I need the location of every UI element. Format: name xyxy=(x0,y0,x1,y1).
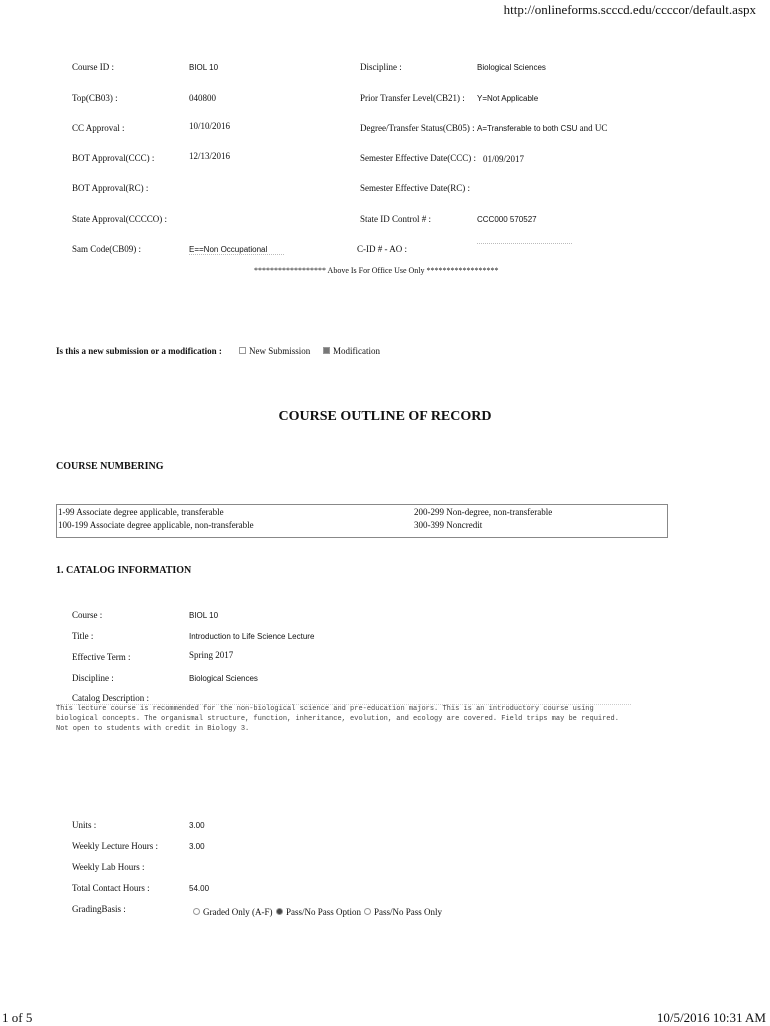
discipline-label: Discipline : xyxy=(360,62,402,72)
sem-ccc-label: Semester Effective Date(CCC) : xyxy=(360,153,477,163)
state-approval-label: State Approval(CCCCO) : xyxy=(72,214,167,224)
print-datetime: 10/5/2016 10:31 AM xyxy=(656,1010,766,1025)
new-submission-option[interactable]: New Submission xyxy=(239,346,310,356)
grading-option-pass-only[interactable]: Pass/No Pass Only xyxy=(364,907,442,917)
title-label: Title : xyxy=(72,631,94,641)
degree-transfer-label: Degree/Transfer Status(CB05) : xyxy=(360,123,475,133)
course-id-label: Course ID : xyxy=(72,62,114,72)
catalog-description: This lecture course is recommended for the non-biological science and pre-education majors. This is an introductory course using biological concepts. The organismal structure, function, inheritance, evolution, and ecology are covered. Field trips may be required. Not open to students with credit in Biology 3. xyxy=(56,705,619,733)
catalog-heading: 1. CATALOG INFORMATION xyxy=(56,565,192,576)
cc-approval-label: CC Approval : xyxy=(72,123,125,133)
sam-code-label: Sam Code(CB09) : xyxy=(72,244,141,254)
units-label: Units : xyxy=(72,820,97,830)
checkbox-icon[interactable] xyxy=(239,347,246,354)
grading-basis-label: GradingBasis : xyxy=(72,904,126,914)
title-value: Introduction to Life Science Lecture xyxy=(189,632,315,641)
numbering-cell: 100-199 Associate degree applicable, non-transferable xyxy=(58,520,254,530)
course-label: Course : xyxy=(72,610,103,620)
cid-label: C-ID # - AO : xyxy=(357,244,407,254)
radio-selected-icon[interactable] xyxy=(276,908,283,915)
page-title: COURSE OUTLINE OF RECORD xyxy=(278,409,492,424)
state-id-value: CCC000 570527 xyxy=(477,215,537,224)
state-id-label: State ID Control # : xyxy=(360,214,431,224)
radio-icon[interactable] xyxy=(193,908,200,915)
page-number: 1 of 5 xyxy=(2,1010,33,1025)
sem-ccc-value: 01/09/2017 xyxy=(483,154,525,164)
radio-icon[interactable] xyxy=(364,908,371,915)
modification-option[interactable]: Modification xyxy=(323,346,380,356)
contact-hours-label: Total Contact Hours : xyxy=(72,883,150,893)
catalog-discipline-value: Biological Sciences xyxy=(189,674,258,683)
cid-field xyxy=(477,241,572,244)
units-value: 3.00 xyxy=(189,821,205,830)
submission-question: Is this a new submission or a modification : xyxy=(56,346,222,356)
sem-rc-label: Semester Effective Date(RC) : xyxy=(360,183,471,193)
numbering-cell: 300-399 Noncredit xyxy=(414,520,483,530)
top-value: 040800 xyxy=(189,93,216,103)
grading-option-graded[interactable]: Graded Only (A-F) xyxy=(193,907,272,917)
top-label: Top(CB03) : xyxy=(72,93,118,103)
catalog-description-label: Catalog Description : xyxy=(72,693,149,703)
cc-approval-value: 10/10/2016 xyxy=(189,121,231,131)
effective-term-label: Effective Term : xyxy=(72,652,131,662)
course-numbering-heading: COURSE NUMBERING xyxy=(56,461,164,472)
sam-code-value: E==Non Occupational xyxy=(189,245,284,255)
degree-transfer-value: A=Transferable to both CSU and UC xyxy=(477,123,608,133)
lecture-hours-value: 3.00 xyxy=(189,842,205,851)
bot-ccc-label: BOT Approval(CCC) : xyxy=(72,153,155,163)
grading-option-pass-option[interactable]: Pass/No Pass Option xyxy=(276,907,361,917)
checkbox-checked-icon[interactable] xyxy=(323,347,330,354)
course-value: BIOL 10 xyxy=(189,611,219,620)
bot-ccc-value: 12/13/2016 xyxy=(189,151,231,161)
course-id-value: BIOL 10 xyxy=(189,63,219,72)
discipline-value: Biological Sciences xyxy=(477,63,546,72)
office-use-notice: ****************** Above Is For Office Use Only ****************** xyxy=(254,266,499,275)
catalog-discipline-label: Discipline : xyxy=(72,673,114,683)
contact-hours-value: 54.00 xyxy=(189,884,210,893)
numbering-cell: 200-299 Non-degree, non-transferable xyxy=(414,507,553,517)
lab-hours-label: Weekly Lab Hours : xyxy=(72,862,145,872)
bot-rc-label: BOT Approval(RC) : xyxy=(72,183,149,193)
page-url[interactable]: http://onlineforms.scccd.edu/ccccor/default.aspx xyxy=(503,2,756,17)
numbering-cell: 1-99 Associate degree applicable, transferable xyxy=(58,507,224,517)
prior-transfer-value: Y=Not Applicable xyxy=(477,94,539,103)
lecture-hours-label: Weekly Lecture Hours : xyxy=(72,841,158,851)
prior-transfer-label: Prior Transfer Level(CB21) : xyxy=(360,93,465,103)
effective-term-value: Spring 2017 xyxy=(189,650,234,660)
